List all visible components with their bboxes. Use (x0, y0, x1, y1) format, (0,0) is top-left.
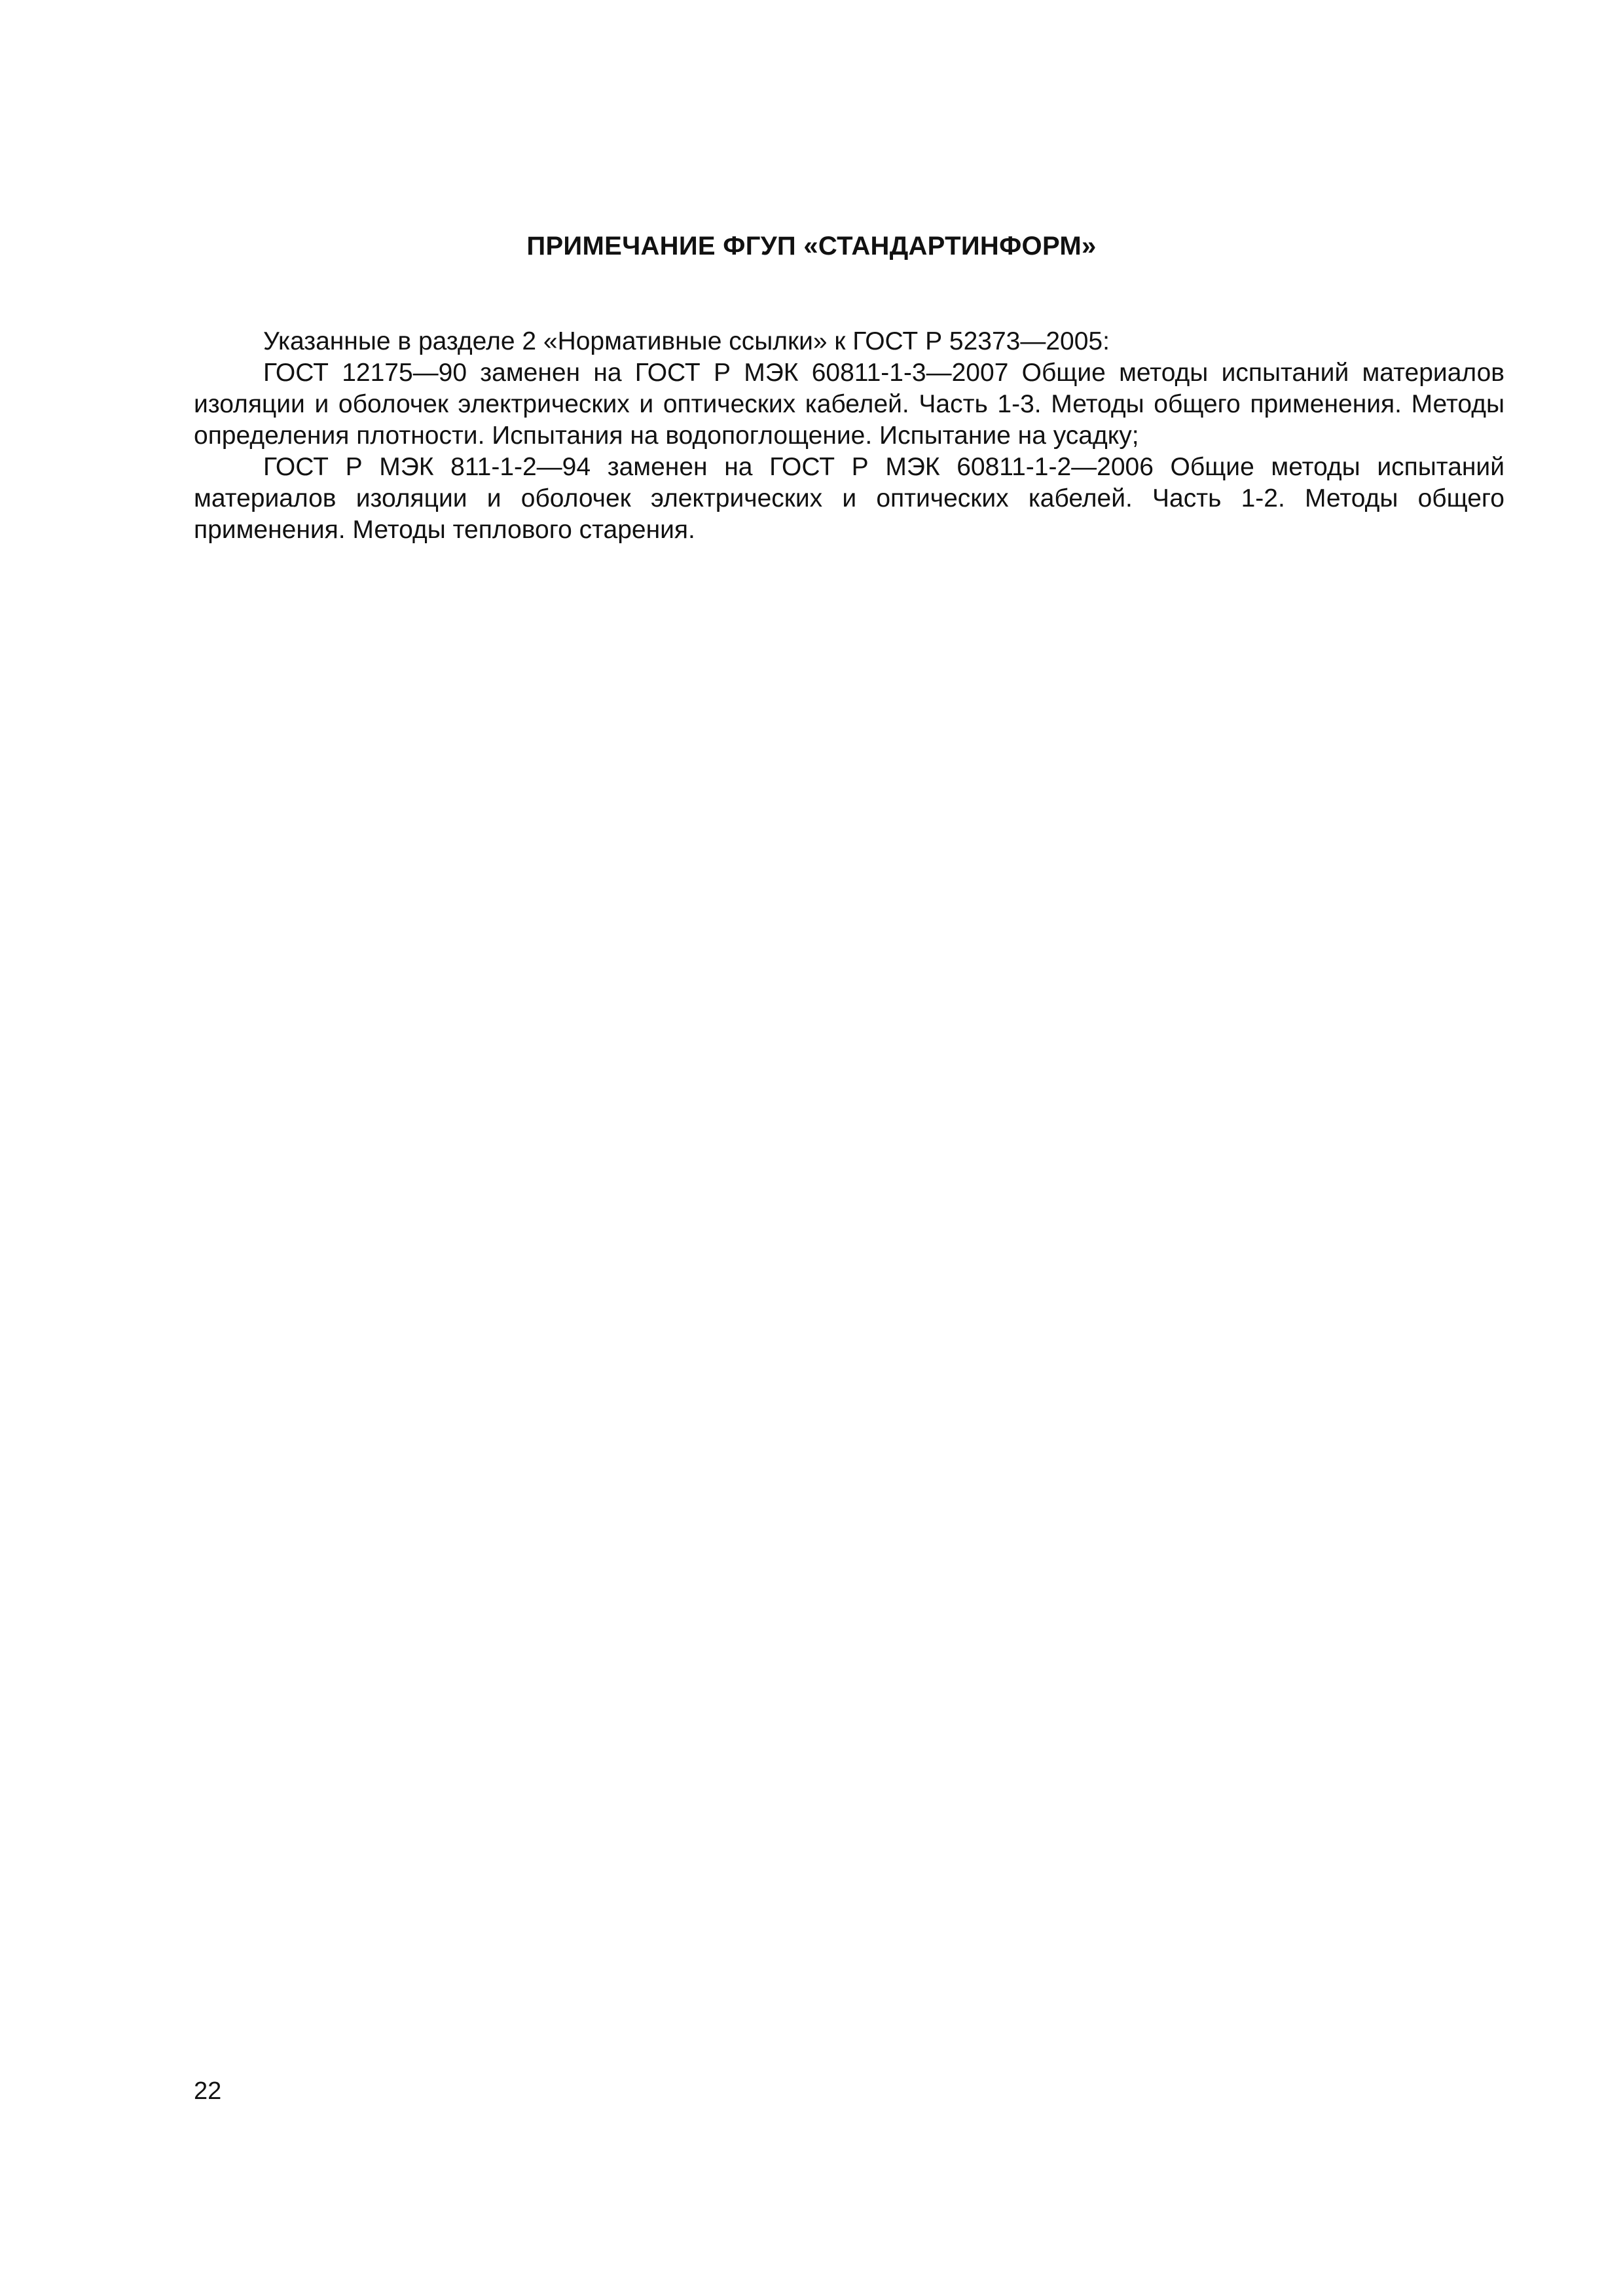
page-number: 22 (194, 2077, 222, 2105)
note-paragraph-gost-mek-811: ГОСТ Р МЭК 811-1-2—94 заменен на ГОСТ Р МЭК 60811-1-2—2006 Общие методы испытаний материалов изоляции и оболочек электрических и оптических кабелей. Часть 1-2. Методы общего применения. Методы теплового старения. (194, 453, 1504, 544)
note-body (194, 326, 1504, 546)
note-paragraph-gost-12175: ГОСТ 12175—90 заменен на ГОСТ Р МЭК 60811-1-3—2007 Общие методы испытаний материалов изоляции и оболочек электрических и оптических кабелей. Часть 1-3. Методы общего применения. Методы определения плотности. Испытания на водопоглощение. Испытание на усадку; (194, 359, 1504, 450)
note-paragraph-intro: Указанные в разделе 2 «Нормативные ссылки» к ГОСТ Р 52373—2005: (263, 327, 1110, 355)
note-title: ПРИМЕЧАНИЕ ФГУП «СТАНДАРТИНФОРМ» (526, 232, 1097, 260)
